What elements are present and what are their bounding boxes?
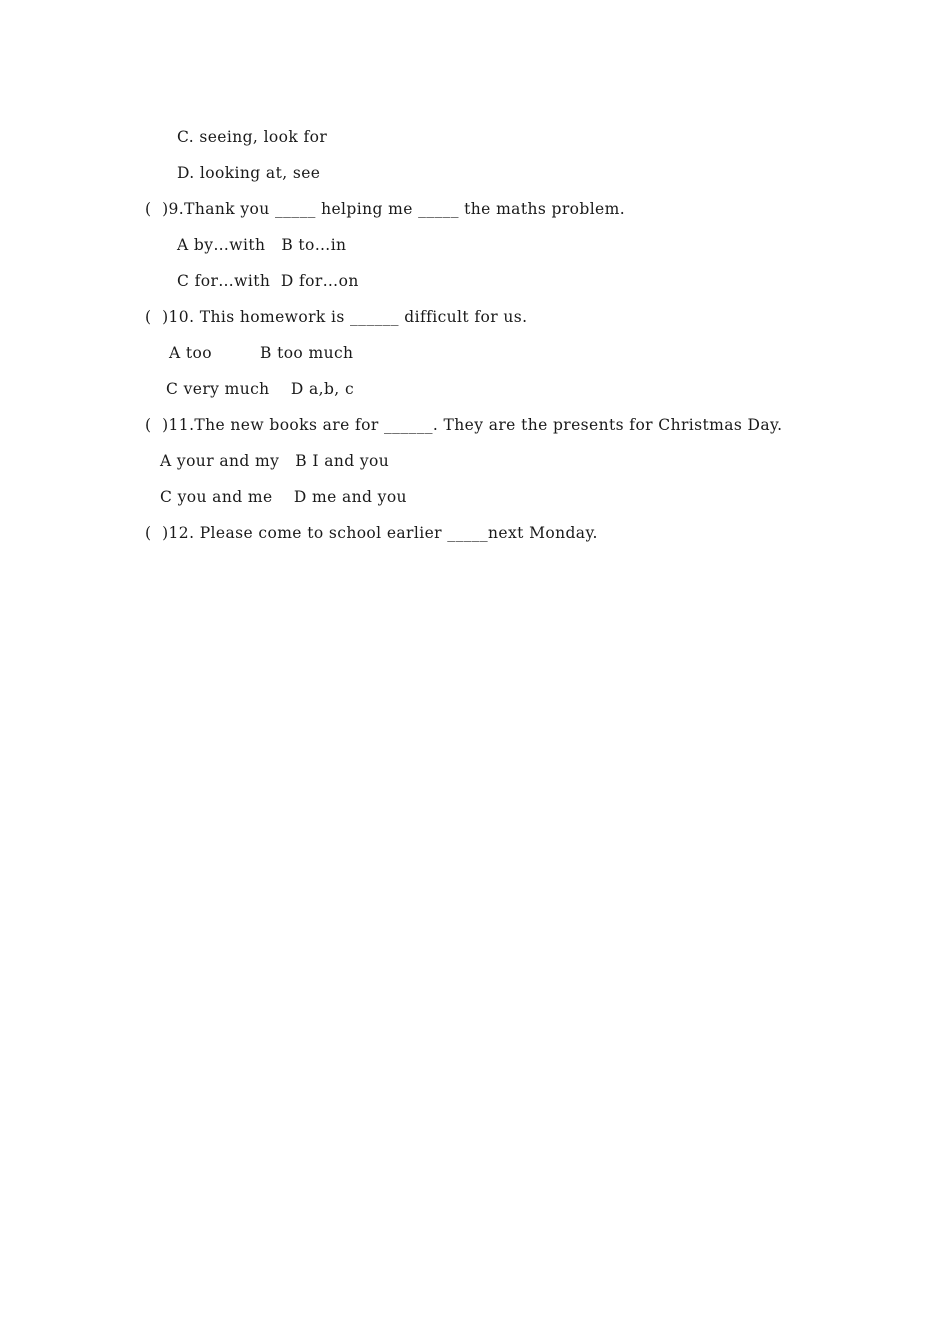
q12-stem: ( )12. Please come to school earlier _____next Monday. bbox=[145, 524, 598, 542]
q10-options-ab: A too B too much bbox=[169, 344, 354, 362]
q11-stem: ( )11.The new books are for ______. They are the presents for Christmas Day. bbox=[145, 416, 783, 434]
q8-option-c: C. seeing, look for bbox=[177, 128, 328, 146]
q9-options-ab: A by…with B to…in bbox=[177, 236, 347, 254]
q10-stem: ( )10. This homework is ______ difficult for us. bbox=[145, 308, 528, 326]
q10-options-cd: C very much D a,b, c bbox=[166, 380, 355, 398]
q9-stem: ( )9.Thank you _____ helping me _____ the maths problem. bbox=[145, 200, 626, 218]
q11-options-ab: A your and my B I and you bbox=[160, 452, 390, 470]
q11-options-cd: C you and me D me and you bbox=[160, 488, 407, 506]
q9-options-cd: C for…with D for…on bbox=[177, 272, 359, 290]
q8-option-d: D. looking at, see bbox=[177, 164, 321, 182]
